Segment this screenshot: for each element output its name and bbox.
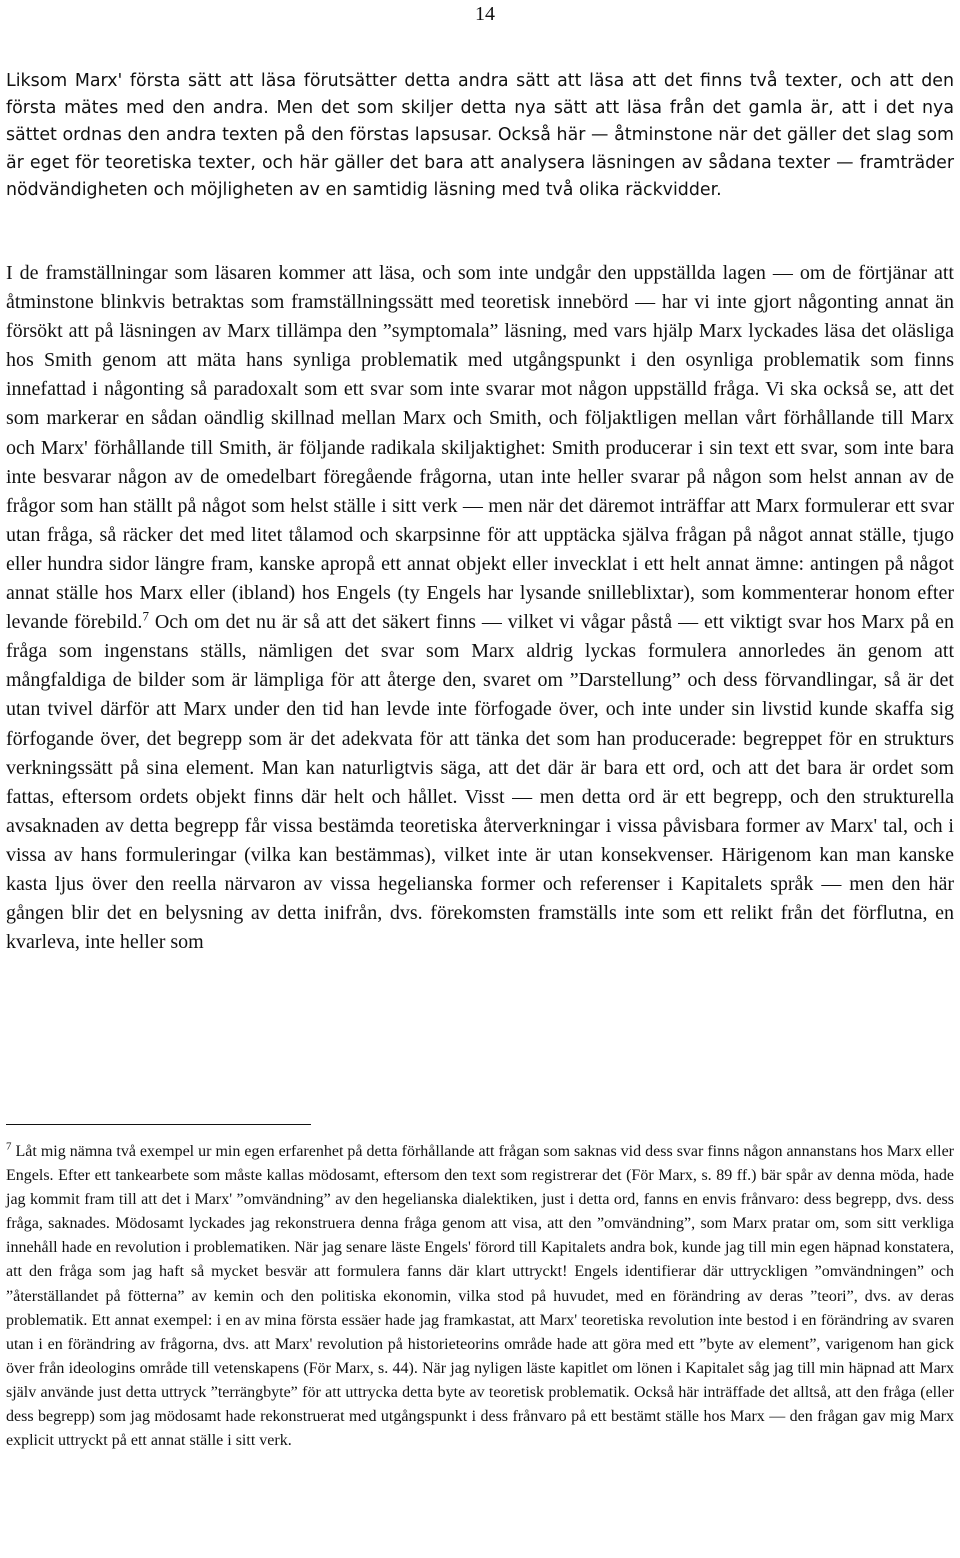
paragraph-2-text-part-1: I de framställningar som läsaren kommer att läsa, och som inte undgår den uppställda lagen — om de förtjänar att åtminstone blinkvis betraktas som framställningssätt med teoretisk innebörd — har vi inte gjort någonting annat än försökt att på läsningen av Marx tillämpa den ”symptomala” läsning, med vars hjälp Marx lyckades läsa det oläsliga hos Smith genom att mäta hans synliga problematik med utgångspunkt i den osynliga problematik som finns innefattad i någonting så paradoxalt som ett svar som inte svarar mot någon uppställd fråga. Vi ska också se, att det som markerar en sådan oändlig skillnad mellan Marx och Smith, och följaktligen mellan vårt förhållande till Marx och Marx' förhållande till Smith, är följande radikala skiljaktighet: Smith producerar i sin text ett svar, som inte bara inte besvarar någon av de omedelbart föregående frågorna, utan inte heller svarar på någon som helst annan av de frågor som han ställt på något som helst ställe i sitt verk — men när det däremot inträffar att Marx formulerar ett svar utan fråga, så räcker det med litet tålamod och skarpsinne för att upptäcka själva frågan på något annat ställe, tjugo eller hundra sidor längre fram, kanske apropå ett annat objekt eller invecklat i ett helt annat ämne: antingen på något annat ställe hos Marx eller (ibland) hos Engels (ty Engels har lysande snilleblixtar), som kommenterar honom efter levande förebild. — [6, 262, 954, 634]
page-number: 14 — [475, 3, 495, 25]
paragraph-1: Liksom Marx' första sätt att läsa förutsätter detta andra sätt att läsa att det finns två texter, och att den första mätes med den andra. Men det som skiljer detta nya sätt att läsa från det gamla är, att i det nya sättet ordnas den andra texten på den förstas lapsusar. Också här — åtminstone när det gäller det slag som är eget för teoretiska texter, och här gäller det bara att analysera läsningen av sådana texter — framträder nödvändigheten och möjligheten av en samtidig läsning med två olika räckvidder. — [6, 71, 954, 200]
footnote-text: Låt mig nämna två exempel ur min egen erfarenhet på detta förhållande att frågan som saknas vid dess svar finns någon annanstans hos Marx eller Engels. Efter ett tankearbete som måste kallas mödosamt, eftersom den text som registrerar det (För Marx, s. 89 ff.) bär spår av denna möda, hade jag kommit fram till att det i Marx' ”omvändning” av den hegelianska dialektiken, just i detta ord, fanns en envis frånvaro: dess begrepp, dvs. dess fråga, saknades. Mödosamt lyckades jag rekonstruera denna fråga genom att visa, att den ”omvändning”, som Marx pratar om, som sitt verkliga innehåll hade en revolution i problematiken. När jag senare läste Engels' förord till Kapitalets andra bok, kunde jag till min egen häpnad konstatera, att den fråga som jag haft så mycket besvär att formulera fanns där klart uttryckt! Engels identifierar där uttryckligen ”omvändningen” och ”återställandet på fötterna” av kemin och den politiska ekonomin, vilka stod på huvudet, med en förändring av deras ”teori”, dvs. av deras problematik. Ett annat exempel: i en av mina första essäer hade jag framkastat, att Marx' teoretiska revolution inte bestod i en förändring av svaren utan i en förändring av frågorna, dvs. att Marx' revolution på historieteorins område hade att göra med ett ”byte av element”, varigenom han gick över från ideologins område till vetenskapens (För Marx, s. 44). När jag nyligen läste kapitlet om lönen i Kapitalet såg jag till min häpnad att Marx själv använde just detta uttryck ”terrängbyte” för att uttrycka detta byte av teoretisk problematik. Också här inträffade det alltså, att den fråga (eller dess begrepp) som jag mödosamt hade rekonstruerat med utgångspunkt i dess frånvaro på ett bestämt ställe hos Marx — den frågan gav mig Marx explicit uttryckt på ett annat ställe i sitt verk. — [6, 1143, 954, 1450]
footnote-marker: 7 — [6, 1140, 12, 1153]
footnote-divider — [6, 1124, 311, 1125]
footnote-reference[interactable]: 7 — [142, 608, 149, 624]
paragraph-2-text-part-2: Och om det nu är så att det säkert finns — vilket vi vågar påstå — ett viktigt svar hos Marx på en fråga som ingenstans ställs, nämligen det svar som Marx aldrig lyckas formulera annorledes än genom att mångfaldiga de bilder som är lämpliga för att återge den, svaret om ”Darstellung” och dess förvandlingar, så är det utan tvivel därför att Marx under den tid han levde inte förfogade över, och inte under sin livstid kunde skaffa sig förfogande över, det begrepp som är det adekvata för att tänka det som han producerade: begreppet för en strukturs verkningssätt på sina element. Man kan naturligtvis säga, att det där är bara ett ord, och att det bara är ordet som fattas, eftersom ordets objekt finns där helt och hållet. Visst — men detta ord är ett begrepp, och den strukturella avsaknaden av detta begrepp får vissa bestämda teoretiska återverkningar i vissa påvisbara former av Marx' tal, och i vissa av hans formuleringar (vilka kan bestämmas), vilket inte är utan konsekvenser. Härigenom kan man kanske kasta ljus över den reella närvaron av vissa hegelianska former och referenser i Kapitalets språk — men den här gången blir det en belysning av detta inifrån, dvs. förekomsten framställs inte som ett relikt från det förflutna, en kvarleva, inte heller som — [6, 611, 954, 954]
paragraph-2 — [6, 259, 954, 957]
footnote — [6, 1140, 954, 1453]
